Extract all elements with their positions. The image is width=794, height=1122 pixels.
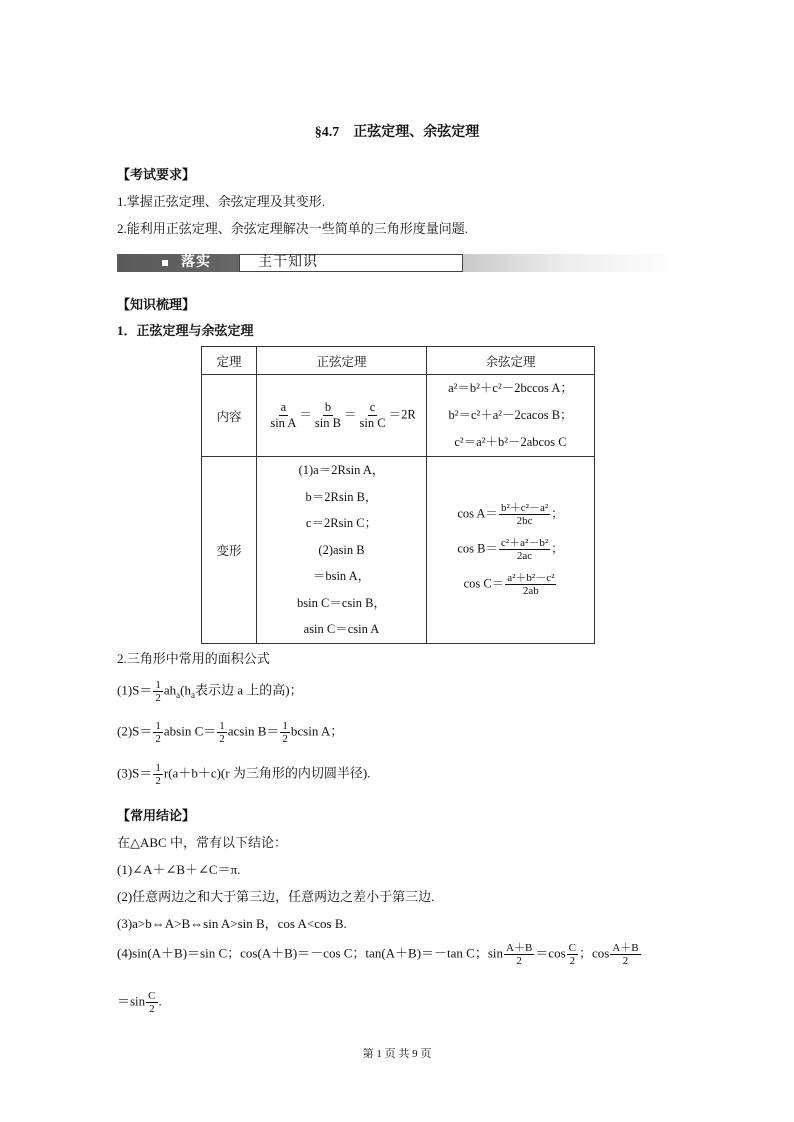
- conclusion-4-cont: ＝sin $\frac{C}{2}$ .: [117, 990, 162, 1015]
- cosine-law-content: [427, 375, 595, 457]
- row-label-content: 内容: [202, 375, 257, 457]
- area-formula-2: (2)S＝ $\frac{1}{2}$ absin C＝ $\frac{1}{2}$ acsin B＝ $\frac{1}{2}$ bcsin A；: [117, 720, 344, 745]
- page-title: §4.7 正弦定理、余弦定理: [314, 125, 480, 140]
- conclusion-3: (3)a>b⇔A>B⇔sin A>sin B，cos A<cos B.: [117, 916, 347, 931]
- area-formula-1: (1)S＝ $\frac{1}{2}$ $ah_a(h_a$表示边 a 上的高)；: [117, 679, 303, 704]
- sine-transform-3: c＝2Rsin C；: [305, 516, 378, 530]
- conclusions-heading: 【常用结论】: [117, 808, 196, 823]
- sine-transform-6: bsin C＝csin B，: [297, 595, 386, 610]
- sine-transform-5: ＝bsin A，: [312, 569, 371, 583]
- cosB-formula: cos B＝ $\frac{\text{c²＋a²－b²}}{2ac}$ ；: [457, 537, 564, 563]
- exam-requirement-1: 1.掌握正弦定理、余弦定理及其变形.: [117, 194, 326, 209]
- conclusion-2: (2)任意两边之和大于第三边，任意两边之差小于第三边.: [117, 889, 435, 904]
- banner-left-label: 落实: [181, 255, 211, 270]
- fraction-a-over-sinA: $\frac{a}{\text{sin A}}$: [270, 400, 297, 430]
- cosine-formula-a: a²＝b²＋c²－2bccos A；: [448, 381, 573, 395]
- area-formula-3: (3)S＝ $\frac{1}{2}$ r(a＋b＋c)(r 为三角形的内切圆半径).: [117, 762, 371, 787]
- exam-requirements-heading: 【考试要求】: [117, 167, 196, 182]
- sine-transform-7: asin C＝csin A: [303, 622, 380, 636]
- exam-requirement-2: 2.能利用正弦定理、余弦定理解决一些简单的三角形度量问题.: [117, 221, 469, 236]
- sine-law-content: $\frac{a}{\text{sin A}}$ ＝ $\frac{b}{\text{sin B}}$ ＝ $\frac{c}{\text{sin C}}$ ＝2R: [257, 375, 427, 457]
- section1-title: 1．正弦定理与余弦定理: [117, 323, 254, 338]
- fraction-b-over-sinB: $\frac{b}{\text{sin B}}$: [314, 400, 341, 430]
- row-label-transform: 变形: [202, 457, 257, 644]
- banner-bullet: [162, 260, 168, 266]
- banner-right-label: 主干知识: [258, 255, 318, 270]
- table-header-cosine: 余弦定理: [427, 347, 595, 375]
- sine-transform-cell: [257, 457, 427, 644]
- fraction-c-over-sinC: $\frac{c}{\text{sin C}}$: [359, 400, 386, 430]
- conclusion-1: (1)∠A＋∠B＋∠C＝π.: [117, 862, 241, 877]
- conclusion-4: (4)sin(A＋B)＝sin C；cos(A＋B)＝－cos C；tan(A＋B)＝－tan C；sin $\frac{A+B}{2}$ ＝cos $\frac{C}{2}$ ；cos $\frac{A+B}{2}$: [117, 942, 639, 967]
- table-header-theorem: 定理: [202, 347, 257, 375]
- section2-title: 2.三角形中常用的面积公式: [117, 651, 270, 666]
- sine-transform-4: (2)asin B: [318, 542, 365, 557]
- section-banner: [117, 254, 677, 272]
- sine-transform-1: (1)a＝2Rsin A，: [298, 463, 385, 477]
- theorem-table: [201, 346, 595, 644]
- cosine-formula-c: c²＝a²＋b²－2abcos C: [454, 435, 567, 449]
- table-header-sine: 正弦定理: [257, 347, 427, 375]
- conclusions-intro: 在△ABC 中，常有以下结论：: [117, 835, 287, 850]
- page-footer: 第 1 页 共 9 页: [362, 1048, 432, 1060]
- cosine-formula-b: b²＝c²＋a²－2cacos B；: [448, 408, 573, 422]
- sine-transform-2: b＝2Rsin B，: [305, 489, 378, 504]
- knowledge-heading: 【知识梳理】: [117, 297, 196, 312]
- cosC-formula: cos C＝ $\frac{\text{a²＋b²－c²}}{2ab}$: [463, 572, 555, 598]
- cosine-transform-cell: [427, 457, 595, 644]
- banner-right-box: [239, 254, 463, 272]
- cosA-formula: cos A＝ $\frac{\text{b²＋c²－a²}}{2bc}$ ；: [457, 502, 564, 528]
